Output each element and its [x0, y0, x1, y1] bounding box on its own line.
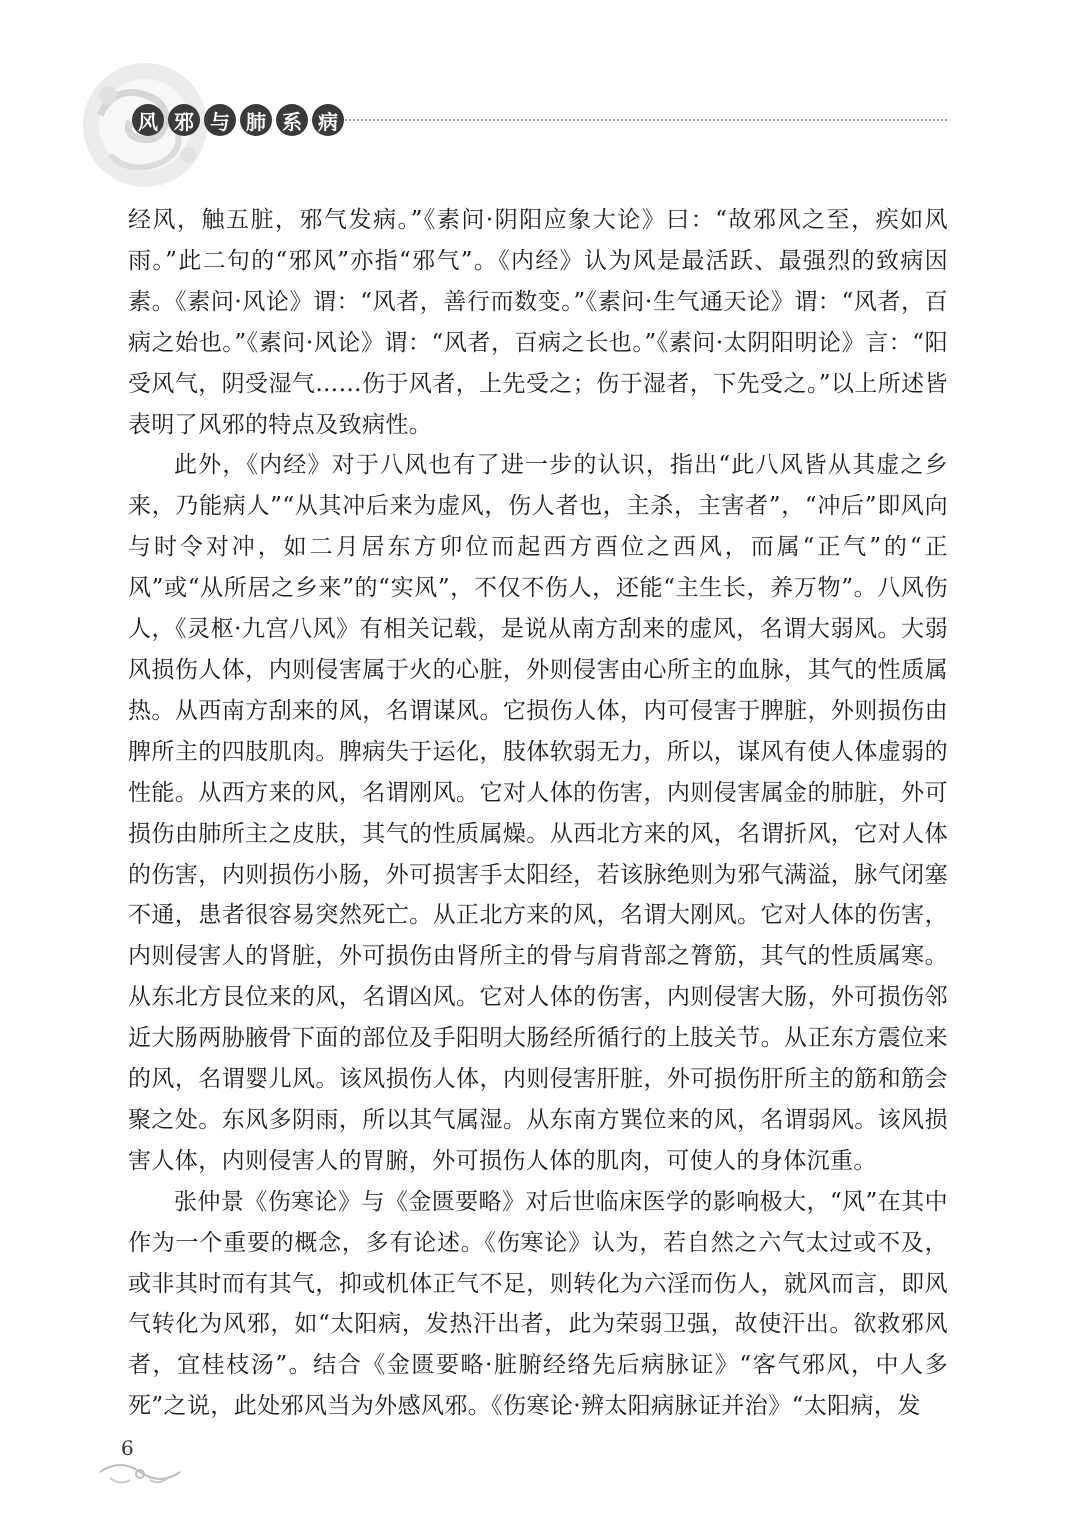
- body-paragraph: 张仲景《伤寒论》与《金匮要略》对后世临床医学的影响极大，“风”在其中作为一个重要的概念，多有论述。《伤寒论》认为，若自然之六气太过或不及，或非其时而有其气，抑或机体正气不足，则转化为六淫而伤人，就风而言，即风气转化为风邪，如“太阳病，发热汗出者，此为荣弱卫强，故使汗出。欲救邪风者，宜桂枝汤”。结合《金匮要略·脏腑经络先后病脉证》“客气邪风，中人多死”之说，此处邪风当为外感风邪。《伤寒论·辨太阳病脉证并治》“太阳病，发: [128, 1188, 948, 1420]
- body-paragraph: 经风，触五脏，邪气发病。”《素问·阴阳应象大论》曰：“故邪风之至，疾如风雨。”此二句的“邪风”亦指“邪气”。《内经》认为风是最活跃、最强烈的致病因素。《素问·风论》谓：“风者，善行而数变。”《素问·生气通天论》谓：“风者，百病之始也。”《素问·风论》谓：“风者，百病之长也。”《素问·太阴阳明论》言：“阳受风气，阴受湿气……伤于风者，上先受之；伤于湿者，下先受之。”以上所述皆表明了风邪的特点及致病性。: [128, 207, 948, 438]
- chapter-header-title: [132, 100, 344, 140]
- footer-cloud-ornament-icon: [95, 1450, 185, 1490]
- page-body: [128, 200, 948, 1427]
- header-char: 与: [204, 104, 236, 136]
- page-number: 6: [121, 1436, 134, 1460]
- header-char: 肺: [240, 104, 272, 136]
- header-dotted-divider: [345, 119, 947, 121]
- header-char: 病: [312, 104, 344, 136]
- body-paragraph: 此外，《内经》对于八风也有了进一步的认识，指出“此八风皆从其虚之乡来，乃能病人”“从其冲后来为虚风，伤人者也，主杀，主害者”，“冲后”即风向与时令对冲，如二月居东方卯位而起西方酉位之西风，而属“正气”的“正风”或“从所居之乡来”的“实风”，不仅不伤人，还能“主生长，养万物”。八风伤人，《灵枢·九宫八风》有相关记载，是说从南方刮来的虚风，名谓大弱风。大弱风损伤人体，内则侵害属于火的心脏，外则侵害由心所主的血脉，其气的性质属热。从西南方刮来的风，名谓谋风。它损伤人体，内可侵害于脾脏，外则损伤由脾所主的四肢肌肉。脾病失于运化，肢体软弱无力，所以，谋风有使人体虚弱的性能。从西方来的风，名谓刚风。它对人体的伤害，内则侵害属金的肺脏，外可损伤由肺所主之皮肤，其气的性质属燥。从西北方来的风，名谓折风，它对人体的伤害，内则损伤小肠，外可损害手太阳经，若该脉绝则为邪气满溢，脉气闭塞不通，患者很容易突然死亡。从正北方来的风，名谓大刚风。它对人体的伤害，内则侵害人的肾脏，外可损伤由肾所主的骨与肩背部之膂筋，其气的性质属寒。从东北方艮位来的风，名谓凶风。它对人体的伤害，内则侵害大肠，外可损伤邻近大肠两胁腋骨下面的部位及手阳明大肠经所循行的上肢关节。从正东方震位来的风，名谓婴儿风。该风损伤人体，内则侵害肝脏，外可损伤肝所主的筋和筋会聚之处。东风多阴雨，所以其气属湿。从东南方巽位来的风，名谓弱风。该风损害人体，内则侵害人的胃腑，外可损伤人体的肌肉，可使人的身体沉重。: [128, 452, 948, 1174]
- header-char: 系: [276, 104, 308, 136]
- header-char: 邪: [168, 104, 200, 136]
- header-char: 风: [132, 104, 164, 136]
